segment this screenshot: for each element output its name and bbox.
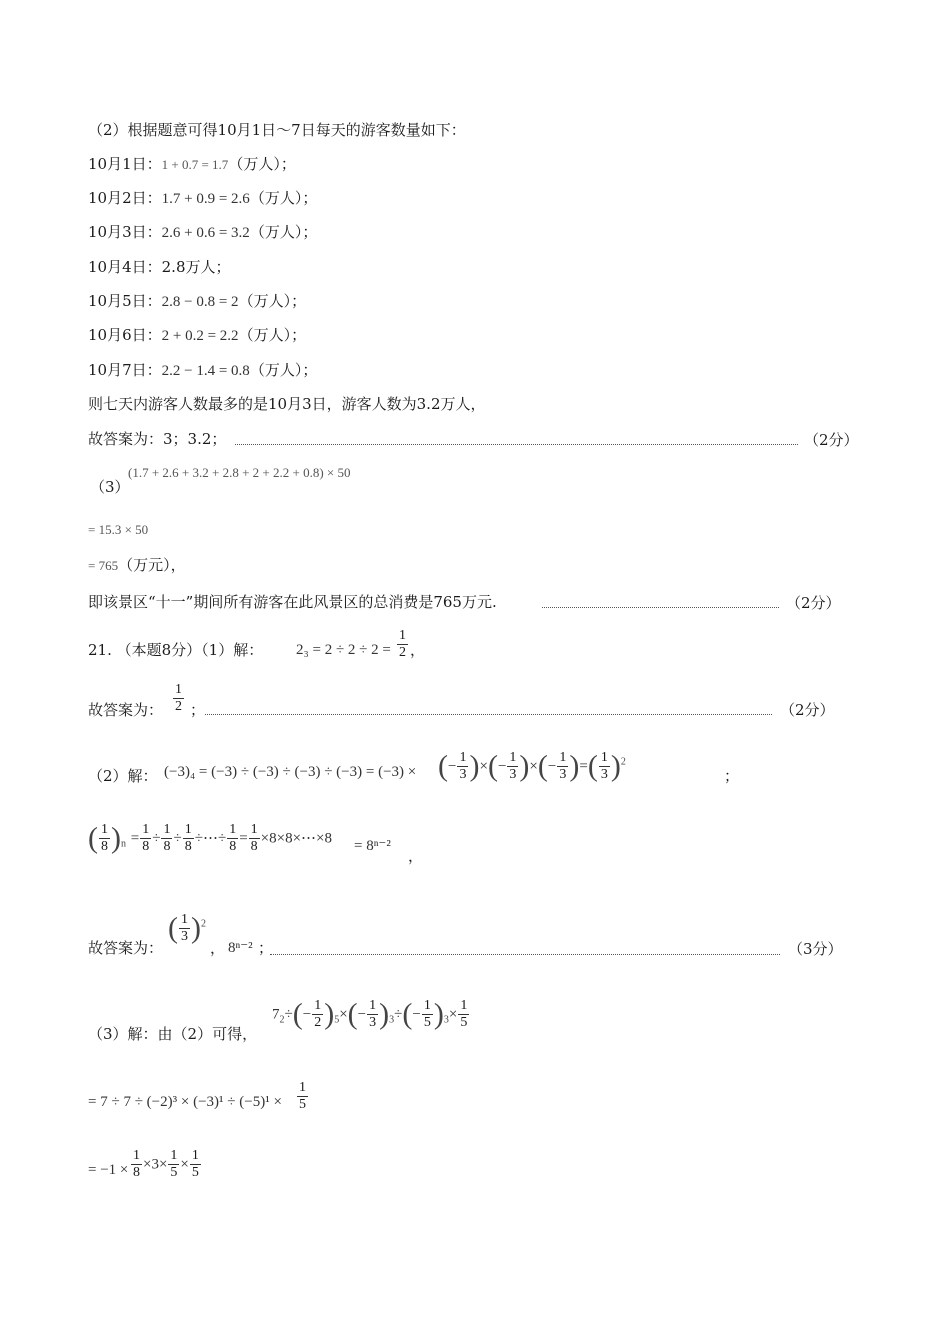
comma: ， [210,939,226,957]
points-badge: （2分） [786,594,841,612]
step-expr: = 7 ÷ 7 ÷ (−2)³ × (−3)¹ ÷ (−5)¹ × [88,1094,282,1110]
day-label: 10月2日： [88,189,162,207]
day7-row [88,360,317,381]
day-label: 10月5日： [88,292,162,310]
part3-step2 [88,555,186,576]
day3-row [88,222,317,243]
eighth-power-expr: ( $\frac{1}{8}$ )$_n$ = $\frac{1}{8}$ ÷ $\frac{1}{8}$ ÷ $\frac{1}{8}$ ÷⋯÷ $\frac{1}{8}$ = $\frac{1}{8}$ ×8×8×⋯×8 [88,821,332,855]
day-unit: （万人）； [249,223,318,241]
step-unit: （万元）， [118,556,186,574]
part-label: （2）解： [88,767,158,785]
day-unit: （万人）； [228,155,296,173]
part2-expr: (−3)₄ = (−3) ÷ (−3) ÷ (−3) ÷ (−3) = (−3) × [164,764,417,780]
day-unit: 2.8万人； [161,258,231,276]
answer-power: 8ⁿ⁻² [228,940,253,956]
semicolon: ； [724,767,740,785]
fraction-one-fifth: $\frac{1}{5}$ [299,1080,306,1112]
day6-row [88,325,306,346]
part3-expr: (1.7 + 2.6 + 3.2 + 2.8 + 2 + 2.2 + 0.8) × 50 [128,465,351,480]
day-unit: （万人）； [249,361,318,379]
answer-leader-line [205,714,772,715]
answer-third-squared: ( $\frac{1}{3}$ )$^2$ [168,911,206,945]
points-badge: （2分） [804,431,859,449]
semicolon: ； [258,939,274,957]
answer-leader-line [235,444,798,445]
part3-expr: $7_2\div(-$ $\frac{1}{2}$ )$_5\times(-$ $\frac{1}{3}$ )$_3\div(-$ $\frac{1}{5}$ )$_3\times$ $\frac{1}{5}$ [272,997,468,1031]
part3-conclusion: 即该景区“十一”期间所有游客在此风景区的总消费是765万元. [88,593,497,611]
day2-row [88,188,317,209]
answer-prefix: 故答案为： [88,701,164,719]
part2-intro: （2）根据题意可得10月1日～7日每天的游客数量如下： [88,121,466,139]
day-label: 10月6日： [88,326,162,344]
answer-leader-line [542,607,779,608]
day-expr: 1.7 + 0.9 = 2.6 [161,191,250,207]
day-label: 10月7日： [88,361,162,379]
points-badge: （3分） [788,940,843,958]
part-label: （3）解：由（2）可得， [88,1025,258,1043]
points-badge: （2分） [780,701,835,719]
part3-label: （3） [90,478,130,496]
answer-leader-line [270,954,780,955]
part3-step1 [88,519,148,540]
day-unit: （万人）； [238,326,307,344]
q21-expr1: 2₃ = 2 ÷ 2 ÷ 2 = [296,642,391,658]
day-expr: 2.8 − 0.8 = 2 [161,294,239,310]
step-expr: = 15.3 × 50 [88,522,149,537]
fraction-one-half: $\frac{1}{2}$ [175,682,182,714]
answer-prefix: 故答案为： [88,939,164,957]
part2-answer: 故答案为：3；3.2； [88,430,227,448]
part2-conclusion: 则七天内游客人数最多的是10月3日，游客人数为3.2万人， [88,395,486,413]
power-result: = 8ⁿ⁻² [354,838,391,854]
day5-row [88,291,306,312]
semicolon: ； [190,701,206,719]
day-label: 10月1日： [88,155,162,173]
step-expr: = 765 [88,558,119,573]
day-expr: 1 + 0.7 = 1.7 [161,157,229,172]
day-label: 10月3日： [88,223,162,241]
step2-factors: $\frac{1}{8}$ ×3× $\frac{1}{5}$ × $\frac{1}{5}$ [133,1148,199,1180]
day4-row [88,257,231,277]
comma: ， [408,847,424,865]
day1-row [88,154,296,175]
day-unit: （万人）； [249,189,318,207]
day-expr: 2 + 0.2 = 2.2 [161,328,239,344]
fraction-one-half: $\frac{1}{2}$ [399,628,406,660]
comma: ， [410,641,426,659]
q21-header: 21. （本题8分）（1）解： [88,641,264,659]
day-label: 10月4日： [88,258,162,276]
day-expr: 2.2 − 1.4 = 0.8 [161,363,250,379]
day-expr: 2.6 + 0.6 = 3.2 [161,225,250,241]
day-unit: （万人）； [238,292,307,310]
neg-third-factors: (− $\frac{1}{3}$ )×(− $\frac{1}{3}$ )×(− $\frac{1}{3}$ )=( $\frac{1}{3}$ )$^2$ [438,749,626,783]
step-expr: = −1 × [88,1162,129,1178]
